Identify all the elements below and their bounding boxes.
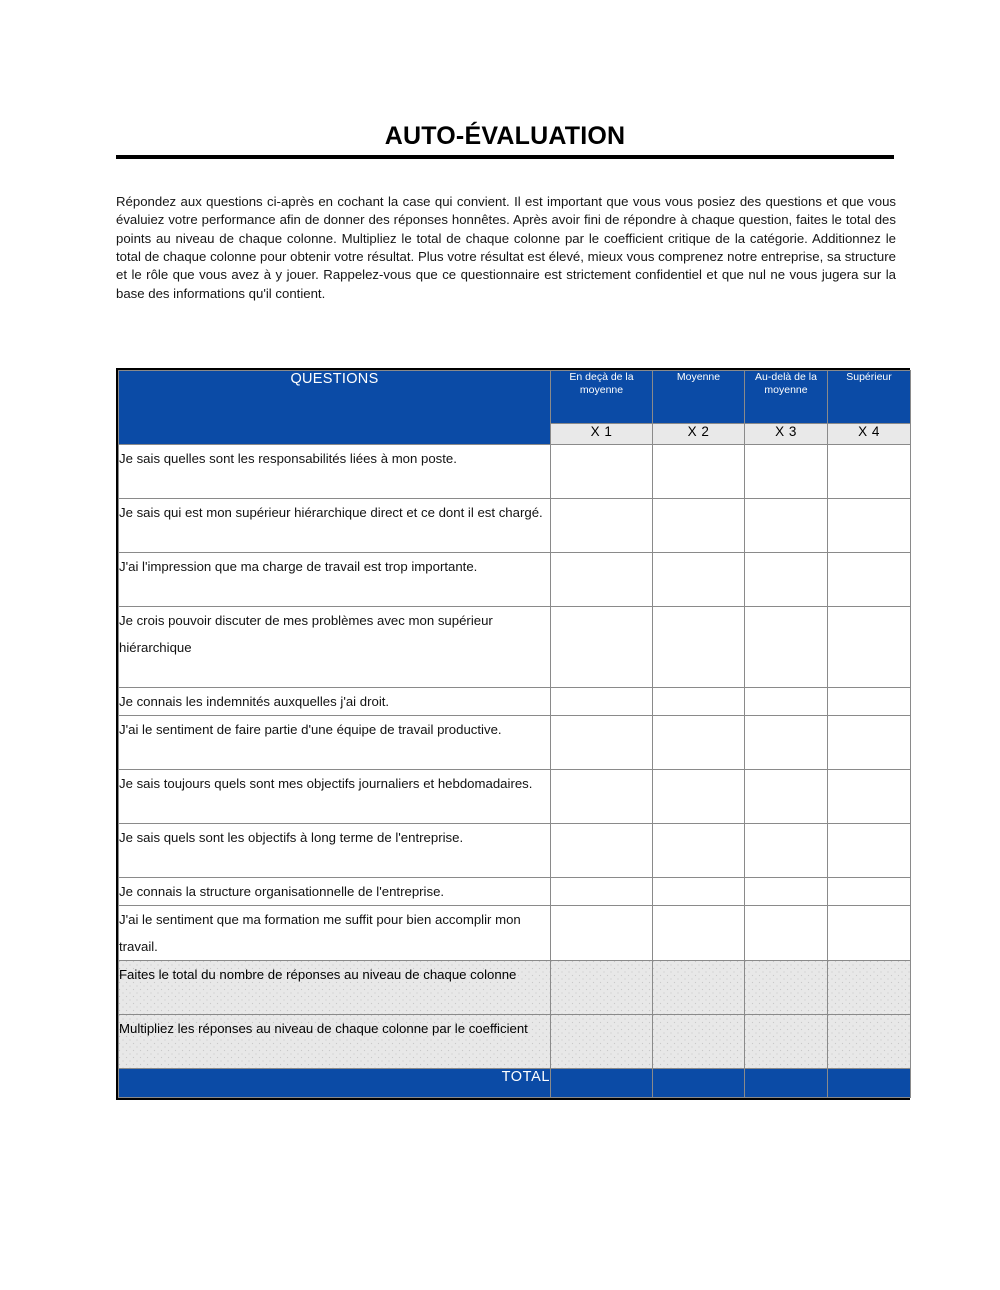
answer-checkbox-cell-x1[interactable] bbox=[551, 878, 653, 906]
answer-checkbox-cell-x2[interactable] bbox=[653, 878, 745, 906]
answer-checkbox-cell-x1[interactable] bbox=[551, 716, 653, 770]
total-input-cell-x1[interactable] bbox=[551, 1069, 653, 1098]
summary-instruction: Faites le total du nombre de réponses au niveau de chaque colonne bbox=[119, 961, 551, 1015]
answer-checkbox-cell-x3[interactable] bbox=[745, 499, 828, 553]
answer-checkbox-cell-x3[interactable] bbox=[745, 553, 828, 607]
answer-checkbox-cell-x2[interactable] bbox=[653, 906, 745, 961]
question-text: J'ai le sentiment de faire partie d'une équipe de travail productive. bbox=[119, 716, 551, 770]
total-input-cell-x4[interactable] bbox=[828, 1069, 911, 1098]
multiplier-x1: X 1 bbox=[551, 424, 653, 445]
table-row bbox=[119, 824, 911, 878]
summary-input-cell-x1[interactable] bbox=[551, 961, 653, 1015]
multiplier-x4: X 4 bbox=[828, 424, 911, 445]
answer-checkbox-cell-x3[interactable] bbox=[745, 878, 828, 906]
answer-checkbox-cell-x2[interactable] bbox=[653, 607, 745, 688]
answer-checkbox-cell-x3[interactable] bbox=[745, 445, 828, 499]
table-row bbox=[119, 607, 911, 688]
question-text: J'ai le sentiment que ma formation me suffit pour bien accomplir mon travail. bbox=[119, 906, 551, 961]
answer-checkbox-cell-x1[interactable] bbox=[551, 770, 653, 824]
question-text: Je sais toujours quels sont mes objectifs journaliers et hebdomadaires. bbox=[119, 770, 551, 824]
question-text: Je connais la structure organisationnelle de l'entreprise. bbox=[119, 878, 551, 906]
answer-checkbox-cell-x4[interactable] bbox=[828, 906, 911, 961]
table-row bbox=[119, 770, 911, 824]
header-row-categories bbox=[119, 371, 911, 424]
table-row bbox=[119, 445, 911, 499]
total-input-cell-x3[interactable] bbox=[745, 1069, 828, 1098]
summary-input-cell-x2[interactable] bbox=[653, 1015, 745, 1069]
answer-checkbox-cell-x3[interactable] bbox=[745, 906, 828, 961]
multiplier-x2: X 2 bbox=[653, 424, 745, 445]
answer-checkbox-cell-x4[interactable] bbox=[828, 499, 911, 553]
answer-checkbox-cell-x4[interactable] bbox=[828, 824, 911, 878]
summary-row bbox=[119, 1015, 911, 1069]
intro-paragraph: Répondez aux questions ci-après en cochant la case qui convient. Il est important que vous vous posiez des questions et que vous évaluiez votre performance afin de donner des réponses honnêtes. Après avoir fini de répondre à chaque question, faites le total des points au niveau de chaque colonne. Multipliez le total de chaque colonne par le coefficient critique de la catégorie. Additionnez le total de chaque colonne pour obtenir votre résultat. Plus votre résultat est élevé, mieux vous comprenez notre entreprise, sa structure et le rôle que vous avez à y jouer. Rappelez-vous que ce questionnaire est strictement confidentiel et que nul ne vous jugera sur la base des informations qu'il contient. bbox=[116, 194, 896, 301]
answer-checkbox-cell-x4[interactable] bbox=[828, 716, 911, 770]
question-text: Je connais les indemnités auxquelles j'ai droit. bbox=[119, 688, 551, 716]
summary-input-cell-x4[interactable] bbox=[828, 961, 911, 1015]
answer-checkbox-cell-x2[interactable] bbox=[653, 688, 745, 716]
answer-checkbox-cell-x2[interactable] bbox=[653, 770, 745, 824]
column-header-above-average: Au-delà de la moyenne bbox=[745, 371, 828, 424]
answer-checkbox-cell-x1[interactable] bbox=[551, 499, 653, 553]
table-row bbox=[119, 553, 911, 607]
answer-checkbox-cell-x4[interactable] bbox=[828, 770, 911, 824]
summary-input-cell-x2[interactable] bbox=[653, 961, 745, 1015]
answer-checkbox-cell-x4[interactable] bbox=[828, 878, 911, 906]
answer-checkbox-cell-x4[interactable] bbox=[828, 688, 911, 716]
answer-checkbox-cell-x1[interactable] bbox=[551, 445, 653, 499]
page-title: AUTO-ÉVALUATION bbox=[384, 121, 626, 150]
question-text: Je crois pouvoir discuter de mes problèmes avec mon supérieur hiérarchique bbox=[119, 607, 551, 688]
answer-checkbox-cell-x3[interactable] bbox=[745, 607, 828, 688]
question-text: Je sais quels sont les objectifs à long terme de l'entreprise. bbox=[119, 824, 551, 878]
answer-checkbox-cell-x2[interactable] bbox=[653, 716, 745, 770]
total-label: TOTAL bbox=[119, 1069, 551, 1098]
answer-checkbox-cell-x4[interactable] bbox=[828, 553, 911, 607]
column-header-superior: Supérieur bbox=[828, 371, 911, 424]
table-row bbox=[119, 716, 911, 770]
column-header-average: Moyenne bbox=[653, 371, 745, 424]
summary-input-cell-x3[interactable] bbox=[745, 961, 828, 1015]
answer-checkbox-cell-x2[interactable] bbox=[653, 499, 745, 553]
question-text: Je sais qui est mon supérieur hiérarchique direct et ce dont il est chargé. bbox=[119, 499, 551, 553]
table-header bbox=[119, 371, 911, 445]
answer-checkbox-cell-x1[interactable] bbox=[551, 553, 653, 607]
table-row bbox=[119, 878, 911, 906]
question-text: J'ai l'impression que ma charge de travail est trop importante. bbox=[119, 553, 551, 607]
answer-checkbox-cell-x3[interactable] bbox=[745, 770, 828, 824]
answer-checkbox-cell-x3[interactable] bbox=[745, 716, 828, 770]
question-text: Je sais quelles sont les responsabilités liées à mon poste. bbox=[119, 445, 551, 499]
answer-checkbox-cell-x2[interactable] bbox=[653, 445, 745, 499]
table-body bbox=[119, 445, 911, 1098]
answer-checkbox-cell-x3[interactable] bbox=[745, 688, 828, 716]
answer-checkbox-cell-x4[interactable] bbox=[828, 445, 911, 499]
answer-checkbox-cell-x1[interactable] bbox=[551, 824, 653, 878]
summary-input-cell-x4[interactable] bbox=[828, 1015, 911, 1069]
summary-input-cell-x3[interactable] bbox=[745, 1015, 828, 1069]
self-assessment-table bbox=[116, 368, 910, 1100]
total-row bbox=[119, 1069, 911, 1098]
multiplier-x3: X 3 bbox=[745, 424, 828, 445]
answer-checkbox-cell-x1[interactable] bbox=[551, 607, 653, 688]
summary-instruction: Multipliez les réponses au niveau de chaque colonne par le coefficient bbox=[119, 1015, 551, 1069]
answer-checkbox-cell-x4[interactable] bbox=[828, 607, 911, 688]
summary-input-cell-x1[interactable] bbox=[551, 1015, 653, 1069]
table-row bbox=[119, 499, 911, 553]
table-row bbox=[119, 688, 911, 716]
total-input-cell-x2[interactable] bbox=[653, 1069, 745, 1098]
title-divider bbox=[116, 155, 894, 159]
column-header-questions: QUESTIONS bbox=[119, 371, 551, 445]
answer-checkbox-cell-x1[interactable] bbox=[551, 906, 653, 961]
column-header-below-average: En deçà de la moyenne bbox=[551, 371, 653, 424]
answer-checkbox-cell-x3[interactable] bbox=[745, 824, 828, 878]
summary-row bbox=[119, 961, 911, 1015]
answer-checkbox-cell-x1[interactable] bbox=[551, 688, 653, 716]
table-row bbox=[119, 906, 911, 961]
answer-checkbox-cell-x2[interactable] bbox=[653, 553, 745, 607]
answer-checkbox-cell-x2[interactable] bbox=[653, 824, 745, 878]
